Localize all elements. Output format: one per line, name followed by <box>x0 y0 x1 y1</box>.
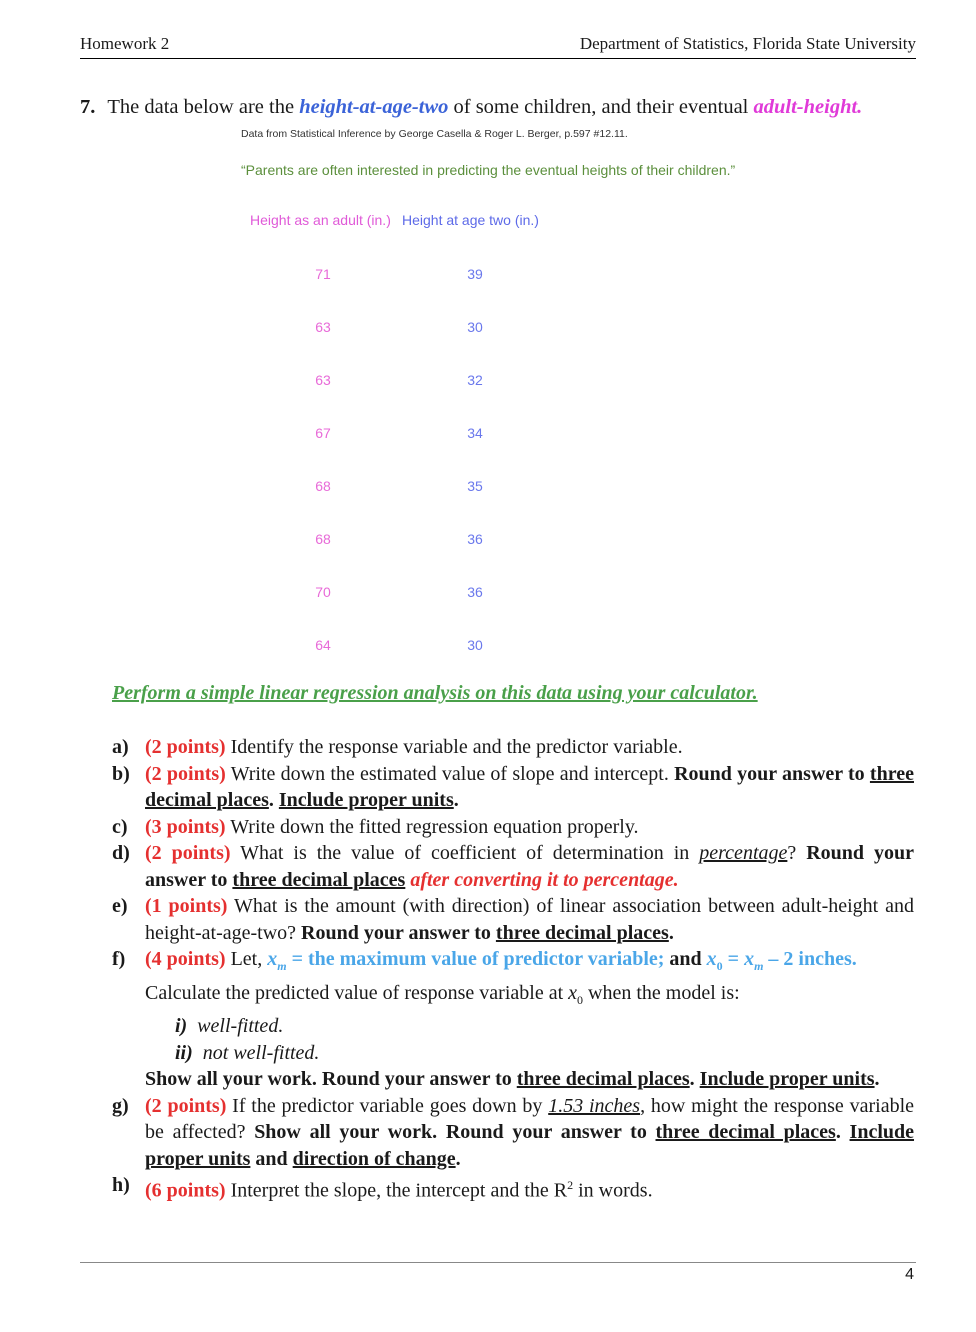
item-emphasis: Round your answer to <box>301 921 496 944</box>
item-emphasis: . <box>874 1068 880 1090</box>
item-d <box>112 840 914 893</box>
item-emphasis: . <box>268 789 279 811</box>
table-cell-age-two: 36 <box>467 531 483 547</box>
item-emphasis: . <box>689 1068 700 1090</box>
points-badge: (2 points) <box>145 762 226 785</box>
question-text-2: of some children, and their eventual <box>448 96 754 118</box>
item-b <box>112 761 914 814</box>
table-cell-adult: 71 <box>315 266 331 282</box>
quote: “Parents are often interested in predicting the eventual heights of their children.” <box>241 162 736 178</box>
item-underline: three decimal places <box>655 1121 836 1143</box>
item-underline: three decimal places <box>232 868 406 891</box>
item-label: g) <box>112 1094 129 1117</box>
item-label: d) <box>112 842 130 864</box>
table-cell-age-two: 32 <box>467 372 483 388</box>
table-cell-age-two: 36 <box>467 584 483 600</box>
item-text: Write down the estimated value of slope and intercept. <box>225 762 675 785</box>
table-cell-age-two: 35 <box>467 478 483 494</box>
item-underline: direction of change <box>292 1147 456 1170</box>
page-number: 4 <box>905 1266 914 1283</box>
question-intro <box>80 96 862 119</box>
item-emphasis: Round your answer to <box>145 842 914 891</box>
points-badge: (3 points) <box>145 815 226 838</box>
item-emphasis: Round your answer to <box>674 762 870 785</box>
item-text: If the predictor variable goes down by <box>226 1094 549 1117</box>
math-sub: m <box>277 959 287 973</box>
math-sub: 0 <box>716 959 723 973</box>
item-italic: percentage <box>699 842 788 864</box>
item-emphasis: Show all your work. Round your answer to <box>254 1121 656 1143</box>
item-text: Interpret the slope, the intercept and the R <box>225 1179 568 1202</box>
item-text: when the model is: <box>583 981 740 1004</box>
item-h <box>112 1172 914 1204</box>
item-underline: Include proper units <box>278 789 454 811</box>
item-text: , how might the response variable be affected? <box>145 1094 915 1143</box>
header-department: Department of Statistics, Florida State University <box>579 34 916 53</box>
item-underline: Include proper units <box>699 1068 875 1090</box>
math-var: x <box>568 981 578 1004</box>
item-text: Let, <box>225 948 268 970</box>
column-header-adult: Height as an adult (in.) <box>250 212 391 228</box>
points-badge: (4 points) <box>145 948 226 970</box>
table-cell-age-two: 39 <box>467 266 483 282</box>
table-cell-adult: 68 <box>315 478 331 494</box>
page-header <box>80 34 916 59</box>
points-badge: (2 points) <box>145 1094 227 1117</box>
item-text: Write down the fitted regression equation properly. <box>225 815 639 838</box>
item-text: in words. <box>573 1179 653 1202</box>
question-number: 7. <box>80 96 96 118</box>
item-emphasis: . <box>668 921 674 944</box>
item-cyan: – 2 inches. <box>763 948 857 970</box>
math-sub: 0 <box>577 992 584 1007</box>
sub-item-label: ii) <box>175 1041 193 1064</box>
math-sub: m <box>754 959 764 973</box>
item-text: What is the value of coefficient of determination in <box>230 842 700 864</box>
item-italic: 1.53 inches <box>548 1094 641 1117</box>
question-items <box>112 734 914 1204</box>
table-cell-adult: 63 <box>315 319 331 335</box>
item-e <box>112 893 914 946</box>
item-underline: Include proper units <box>145 1121 915 1170</box>
points-badge: (1 points) <box>145 895 228 917</box>
item-text: What is the amount (with direction) of linear association between adult-height and height-at-age-two? <box>145 895 914 944</box>
item-cyan: = <box>722 948 745 970</box>
superscript: 2 <box>567 1178 574 1192</box>
table-cell-adult: 68 <box>315 531 331 547</box>
item-label: b) <box>112 762 130 785</box>
column-header-age-two: Height at age two (in.) <box>402 212 539 228</box>
item-label: e) <box>112 895 128 917</box>
item-underline: three decimal places <box>495 921 669 944</box>
table-cell-adult: 63 <box>315 372 331 388</box>
item-text: Calculate the predicted value of response variable at <box>145 981 569 1004</box>
table-cell-age-two: 34 <box>467 425 483 441</box>
math-var: x <box>267 948 278 970</box>
table-cell-adult: 70 <box>315 584 331 600</box>
points-badge: (6 points) <box>145 1179 226 1202</box>
item-emphasis: . <box>455 1147 461 1170</box>
footer-divider <box>80 1262 916 1263</box>
table-cell-adult: 64 <box>315 637 331 653</box>
sub-item-label: i) <box>175 1015 188 1037</box>
item-a <box>112 734 914 761</box>
data-source: Data from Statistical Inference by George Casella & Roger L. Berger, p.597 #12.11. <box>241 128 628 140</box>
sub-item-i <box>145 1013 914 1040</box>
item-g <box>112 1093 914 1173</box>
response-highlight: adult-height. <box>753 96 863 118</box>
item-text: Identify the response variable and the predictor variable. <box>225 736 683 758</box>
predictor-highlight: height-at-age-two <box>299 96 449 118</box>
item-c <box>112 814 914 841</box>
item-emphasis: . <box>453 789 459 811</box>
item-underline: three decimal places <box>145 762 914 811</box>
item-underline: three decimal places <box>516 1068 690 1090</box>
item-emphasis: Show all your work. Round your answer to <box>145 1068 517 1090</box>
table-cell-age-two: 30 <box>467 637 483 653</box>
item-emphasis: and <box>664 948 707 970</box>
header-course: Homework 2 <box>80 34 170 53</box>
item-red-note: after converting it to percentage. <box>405 868 679 891</box>
sub-item-ii <box>145 1040 914 1067</box>
points-badge: (2 points) <box>145 842 231 864</box>
sub-item-text: not well-fitted. <box>202 1041 320 1064</box>
instruction-heading: Perform a simple linear regression analysis on this data using your calculator. <box>112 682 758 704</box>
item-text: ? <box>787 842 807 864</box>
item-emphasis: and <box>250 1147 293 1170</box>
sub-item-text: well-fitted. <box>197 1015 284 1037</box>
math-var: x <box>706 948 717 970</box>
item-label: h) <box>112 1174 130 1196</box>
item-cyan: = the maximum value of predictor variable; <box>286 948 665 970</box>
points-badge: (2 points) <box>145 736 226 758</box>
item-label: f) <box>112 948 126 970</box>
item-f <box>112 946 914 1093</box>
table-cell-age-two: 30 <box>467 319 483 335</box>
item-f-instructions <box>145 1066 914 1093</box>
item-label: a) <box>112 736 129 758</box>
table-cell-adult: 67 <box>315 425 331 441</box>
math-var: x <box>744 948 755 970</box>
question-text: The data below are the <box>107 96 300 118</box>
item-emphasis: . <box>835 1121 850 1143</box>
item-label: c) <box>112 815 128 838</box>
